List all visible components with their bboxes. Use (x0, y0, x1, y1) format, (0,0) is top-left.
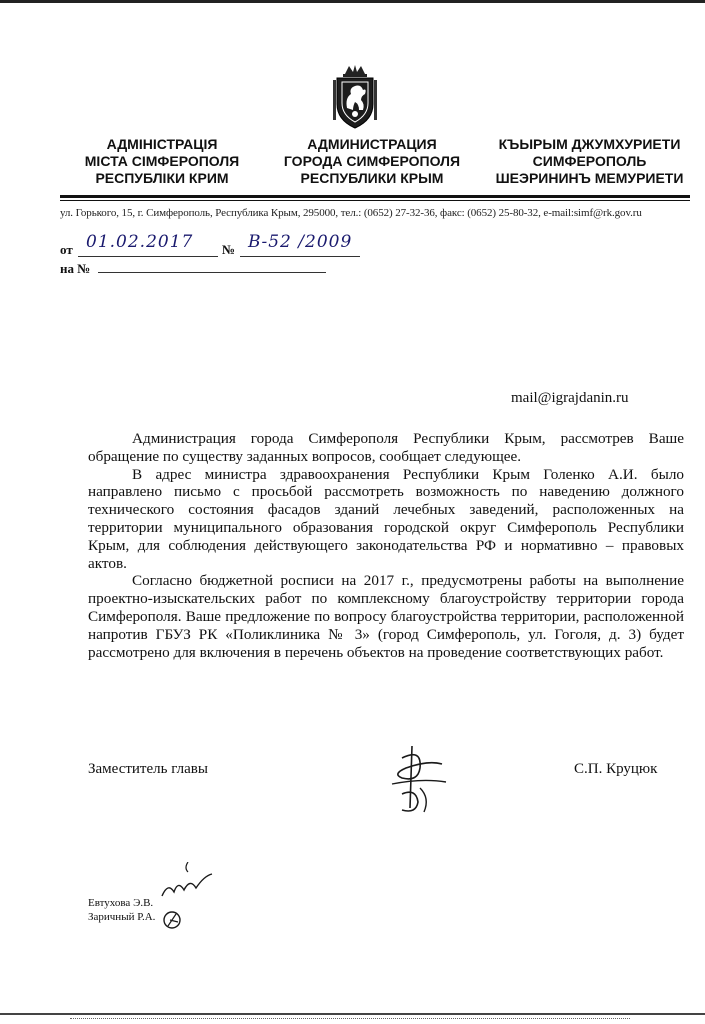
body-paragraph: Администрация города Симферополя Республики Крым, рассмотрев Ваше обращение по существу заданных вопросов, сообщает следующее. (88, 430, 684, 465)
header-ru-line-3: РЕСПУБЛИКИ КРЫМ (300, 170, 444, 186)
header-ua-line-1: АДМІНІСТРАЦІЯ (106, 136, 218, 152)
document-date: 01.02.2017 (86, 232, 194, 252)
header-ru-line-2: ГОРОДА СИМФЕРОПОЛЯ (283, 153, 461, 169)
header-ukrainian (62, 136, 262, 187)
header-ct-line-1: КЪЫРЫМ ДЖУМХУРИЕТИ (498, 136, 681, 152)
document-number: В-52 /2009 (248, 232, 353, 252)
header-rule-thin (60, 200, 690, 201)
scan-top-edge (0, 0, 705, 3)
address-line: ул. Горького, 15, г. Симферополь, Республика Крым, 295000, тел.: (0652) 27-32-36, факс: (0652) 25-80-32, e-mail:simf@rk.gov.ru (60, 207, 642, 219)
header-ru-line-1: АДМИНИСТРАЦИЯ (307, 136, 437, 152)
header-ua-line-2: МІСТА СІМФЕРОПОЛЯ (84, 153, 240, 169)
executor-1: Евтухова Э.В. (88, 897, 154, 909)
header-ct-line-3: ШЕЭРИНИНЪ МЕМУРИЕТИ (495, 170, 684, 186)
reply-label: на № (60, 261, 91, 276)
executor-2: Заричный Р.А. (88, 911, 156, 923)
header-ua-line-3: РЕСПУБЛІКИ КРИМ (95, 170, 229, 186)
coat-of-arms-icon (331, 64, 379, 130)
body-paragraph: В адрес министра здравоохранения Республики Крым Голенко А.И. было направлено письмо с просьбой рассмотреть возможность по наведению должного технического состояния фасадов зданий лечебных заведений, расположенных на территории муниципального образования городской округ Симферополь Республики Крым, для соблюдения действующего законодательства РФ и нормативно – правовых актов. (88, 465, 684, 572)
number-underline (240, 256, 360, 257)
signer-name: С.П. Круцюк (574, 761, 658, 777)
date-underline (78, 256, 218, 257)
scan-bottom-edge-dotted (70, 1018, 630, 1020)
executor-initials-signature (148, 862, 228, 932)
from-label: от (60, 242, 73, 257)
handwritten-signature (372, 738, 462, 818)
header-rule-thick (60, 195, 690, 198)
number-label: № (222, 242, 236, 257)
header-crimean-tatar (482, 136, 697, 187)
signer-position: Заместитель главы (88, 761, 208, 777)
scan-bottom-edge (0, 1013, 705, 1015)
letter-body (88, 430, 684, 661)
reply-underline (98, 272, 326, 273)
header-ct-line-2: СИМФЕРОПОЛЬ (532, 153, 647, 169)
recipient-email: mail@igrajdanin.ru (511, 390, 629, 406)
header-russian (262, 136, 482, 187)
body-paragraph: Согласно бюджетной росписи на 2017 г., предусмотрены работы на выполнение проектно-изыскательских работ по комплексному благоустройству территории города Симферополя. Ваше предложение по вопросу благоустройства территории, расположенной напротив ГБУЗ РК «Поликлиника № 3» (город Симферополь, ул. Гоголя, д. 3) будет рассмотрено для включения в перечень объектов на проведение соответствующих работ. (88, 572, 684, 661)
